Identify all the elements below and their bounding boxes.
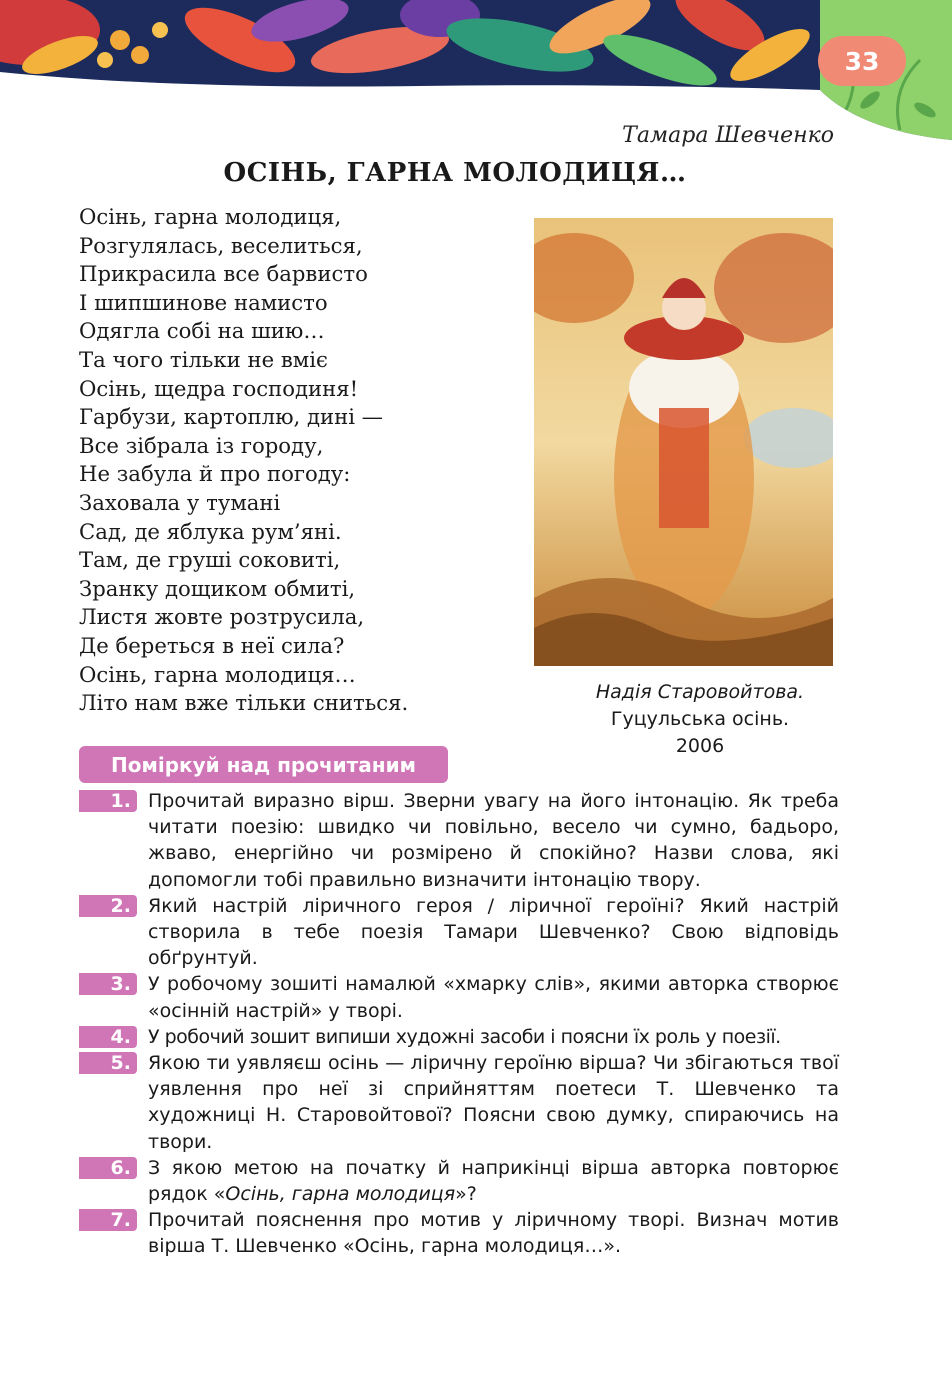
page-number: 33 — [818, 36, 906, 86]
poem-line: Все зібрала із городу, — [79, 432, 324, 458]
question-text: Якою ти уявляєш осінь — ліричну героїню вірша? Чи збігаються твої уявлення про неї зі сприйняттям поетеси Т. Шевченко та художниці Н. Старовойтової? Поясни свою думку, спираючись на твори. — [148, 1052, 839, 1153]
poem-line: Заховала у тумані — [79, 489, 281, 515]
poem-text — [79, 203, 408, 718]
poem-line: Одягла собі на шию… — [79, 318, 325, 344]
poem-line: Сад, де яблука рум’яні. — [79, 518, 342, 544]
poem-title: ОСІНЬ, ГАРНА МОЛОДИЦЯ… — [223, 158, 687, 188]
poem-line: Листя жовте розтрусила, — [79, 604, 365, 630]
poem-line: Гарбузи, картоплю, дині — — [79, 404, 383, 430]
question-item — [79, 1155, 839, 1207]
poem-line: І шипшинове намисто — [79, 289, 328, 315]
poem-author: Тамара Шевченко — [622, 123, 834, 148]
question-text: Який настрій ліричного героя / ліричної героїні? Який настрій створила в тебе поезія Тамари Шевченко? Свою відповідь обґрунтуй. — [148, 894, 839, 970]
section-heading: Поміркуй над прочитаним — [79, 746, 448, 783]
question-number: 1. — [79, 790, 137, 812]
question-text: Прочитай виразно вірш. Зверни увагу на його інтонацію. Як треба читати поезію: швидко чи повільно, весело чи сумно, бадьоро, жваво, енергійно чи розмірено й спокійно? Назви слова, які допомогли тобі правильно визначити інтонацію твору. — [148, 790, 839, 891]
questions-list — [79, 788, 839, 1260]
poem-line: Прикрасила все барвисто — [79, 261, 368, 287]
question-number: 5. — [79, 1052, 137, 1074]
poem-line: Не забула й про погоду: — [79, 461, 351, 487]
question-number: 6. — [79, 1157, 137, 1179]
question-quoted-line: Осінь, гарна молодиця — [225, 1183, 456, 1206]
question-item — [79, 1024, 839, 1050]
poem-line: Там, де груші соковиті, — [79, 547, 341, 573]
poem-line: Осінь, щедра господиня! — [79, 375, 359, 401]
caption-artist: Надія Старовойтова. — [595, 681, 805, 703]
question-number: 3. — [79, 973, 137, 995]
painting-caption — [540, 679, 860, 760]
question-number: 7. — [79, 1209, 137, 1231]
poem-line: Розгулялась, веселиться, — [79, 232, 363, 258]
question-item — [79, 1050, 839, 1155]
poem-line: Осінь, гарна молодиця… — [79, 661, 356, 687]
poem-line: Де береться в неї сила? — [79, 632, 345, 658]
poem-line: Зранку дощиком обмиті, — [79, 575, 356, 601]
question-text: У робочий зошит випиши художні засоби і поясни їх роль у поезії. — [148, 1025, 781, 1048]
question-number: 4. — [79, 1026, 137, 1048]
poem-line: Осінь, гарна молодиця, — [79, 204, 342, 229]
question-item — [79, 788, 839, 893]
poem-line: Літо нам вже тільки сниться. — [79, 690, 409, 716]
question-text: У робочому зошиті намалюй «хмарку слів», якими авторка створює «осінній настрій» у творі. — [148, 973, 839, 1022]
question-item — [79, 1207, 839, 1259]
poem-line: Та чого тільки не вміє — [79, 346, 328, 372]
autumn-painting — [534, 218, 833, 666]
header-illustration — [0, 0, 952, 140]
question-text-part: »? — [455, 1183, 477, 1206]
question-item — [79, 893, 839, 972]
question-text: Прочитай пояснення про мотив у ліричному творі. Визнач мотив вірша Т. Шевченко «Осінь, гарна молодиця…». — [148, 1209, 839, 1258]
question-text-part: З якою метою на початку й наприкінці вірша авторка повторює рядок « — [148, 1156, 839, 1206]
question-number: 2. — [79, 895, 137, 917]
question-text — [148, 1155, 839, 1207]
caption-title: Гуцульська осінь. — [610, 708, 790, 730]
caption-year: 2006 — [675, 735, 725, 757]
question-item — [79, 971, 839, 1023]
